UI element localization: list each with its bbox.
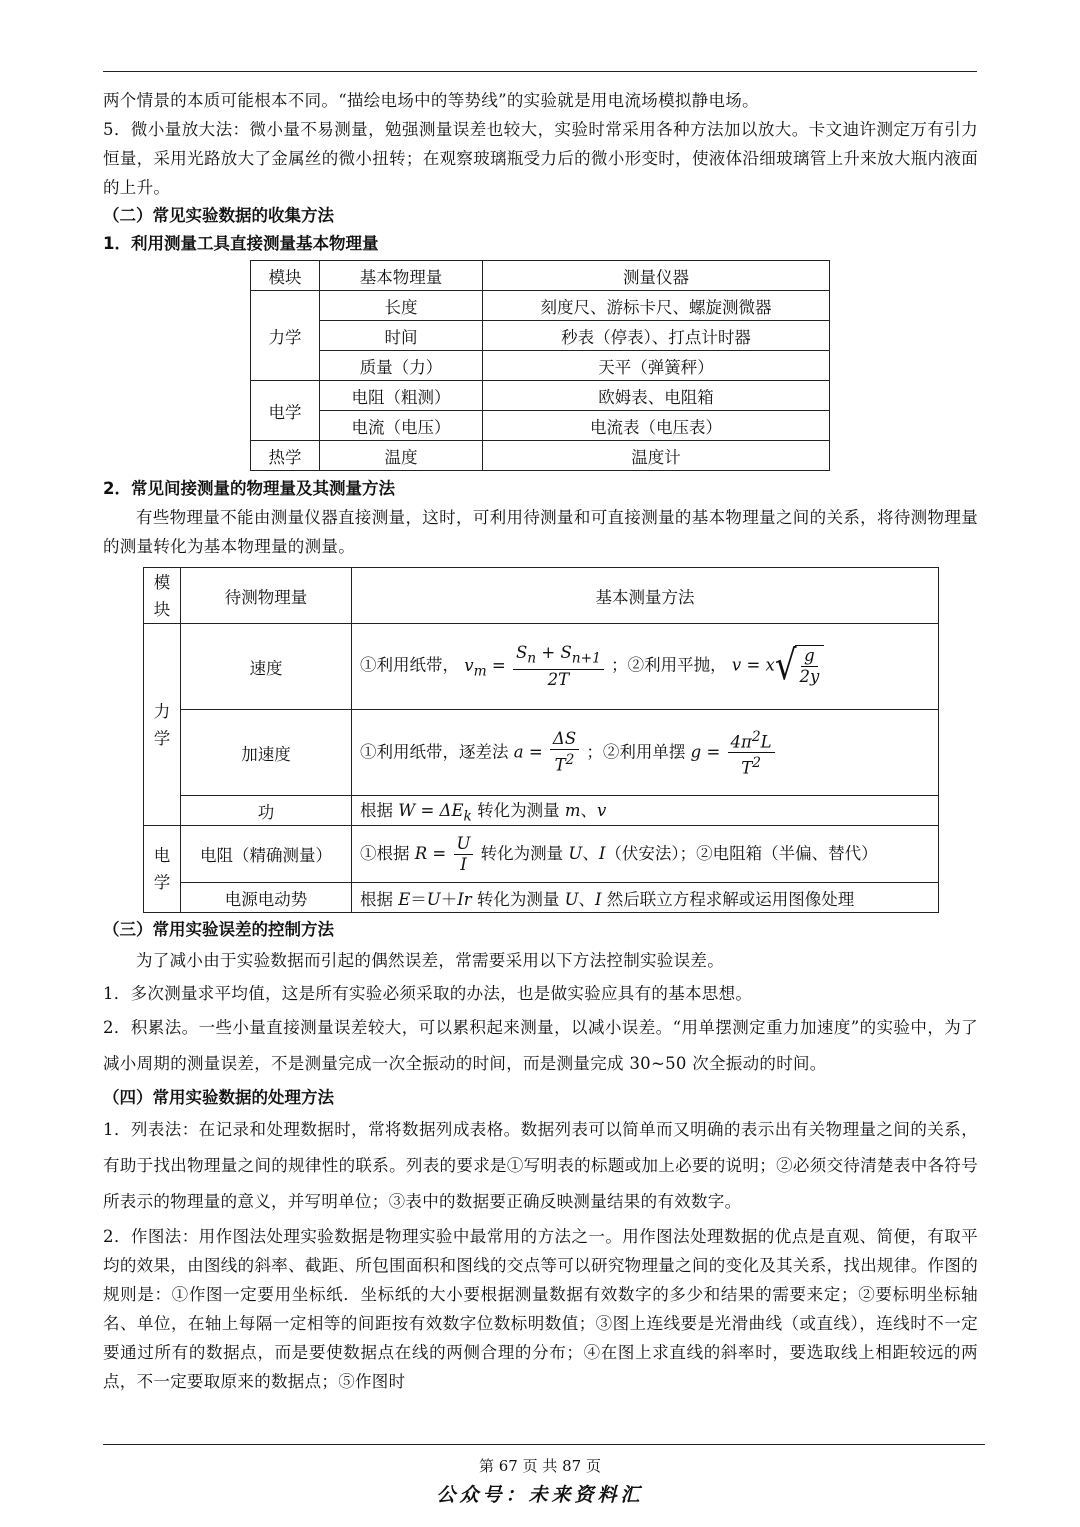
formula-work: $W = \Delta E_k$ (398, 800, 472, 825)
table-cell: 时间 (320, 321, 483, 351)
module-text: 学 (153, 873, 171, 892)
section-heading: （三）常用实验误差的控制方法 (103, 920, 334, 939)
module-cell: 热学 (251, 441, 320, 471)
paragraph: 1．多次测量求平均值，这是所有实验必须采取的办法，也是做实验应具有的基本思想。 (103, 984, 753, 1003)
fraction: $\frac{4\pi^2L}{T^2}$ (728, 727, 775, 779)
fraction: $\frac{U}{I}$ (454, 834, 474, 875)
header-text: 块 (153, 599, 171, 619)
table-cell: 电阻（粗测） (320, 381, 483, 411)
table-header-row (251, 261, 830, 291)
header-rule (103, 71, 977, 72)
table-cell: 温度 (320, 441, 483, 471)
indirect-measurement-table (143, 567, 939, 913)
method-text: ①根据 (360, 843, 410, 863)
watermark: 公众号：未来资料汇 (436, 1484, 644, 1506)
paragraph: 为了减小由于实验数据而引起的偶然误差，常需要采用以下方法控制实验误差。 (136, 951, 724, 970)
direct-measurement-table (250, 260, 830, 471)
fraction: $\frac{\Delta S}{T^2}$ (550, 729, 579, 776)
method-text: 根据 (360, 889, 393, 909)
method-text: 转化为测量 (480, 843, 564, 863)
method-text: ①利用纸带， (360, 655, 459, 675)
formula-vm: $v_m$ = (464, 655, 506, 680)
module-cell: 电学 (251, 381, 320, 441)
method-cell: ①根据 R = $\frac{U}{I}$ 转化为测量 U、I（伏安法）；②电阻箱（半偏、替代） (352, 826, 939, 883)
table-row (144, 796, 939, 826)
module-cell (144, 826, 181, 913)
formula-g: g = (690, 742, 721, 761)
paragraph: 2．作图法：用作图法处理实验数据是物理实验中最常用的方法之一。用作图法处理数据的优点是直观、简便，有取平均的效果，由图线的斜率、截距、所包围面积和图线的交点等可以研究物理量之间的变化及其关系，找出规律。作图的规则是：①作图一定要用坐标纸．坐标纸的大小要根据测量数据有效数字的多少和结果的需要来定；②要标明坐标轴名、单位，在轴上每隔一定相等的间距按有效数字位数标明数值；③图上连线要是光滑曲线（或直线），连线时不一定要通过所有的数据点，而是要使数据点在线的两侧合理的分布；④在图上求直线的斜率时，要选取线上相距较远的两点，不一定要取原来的数据点；⑤作图时 (103, 1227, 978, 1391)
table-header-cell (144, 568, 181, 624)
subsection-heading: 1．利用测量工具直接测量基本物理量 (103, 234, 379, 253)
table-cell: 电源电动势 (181, 883, 352, 913)
section-heading: （四）常用实验数据的处理方法 (103, 1088, 334, 1107)
method-text: ；②利用平抛， (611, 655, 727, 675)
table-cell: 电流（电压） (320, 411, 483, 441)
paragraph: 5．微小量放大法：微小量不易测量，勉强测量误差也较大，实验时常采用各种方法加以放大。卡文迪许测定万有引力恒量，采用光路放大了金属丝的微小扭转；在观察玻璃瓶受力后的微小形变时，使液体沿细玻璃管上升来放大瓶内液面的上升。 (103, 120, 978, 197)
header-text: 模 (153, 572, 171, 592)
table-row (251, 381, 830, 411)
method-text: （伏安法）；②电阻箱（半偏、替代） (605, 843, 878, 863)
table-cell: 电阻（精确测量） (181, 826, 352, 883)
table-row (251, 411, 830, 441)
table-cell: 长度 (320, 291, 483, 321)
fraction: $\frac{S_n + S_{n+1}}{2T}$ (513, 643, 604, 689)
module-text: 力 (153, 701, 171, 721)
formula-r: R = (414, 843, 447, 863)
table-cell: 速度 (181, 624, 352, 710)
table-header-cell: 基本物理量 (320, 261, 483, 291)
table-row (144, 710, 939, 796)
table-cell: 天平（弹簧秤） (483, 351, 830, 381)
method-cell: 根据 $W = \Delta E_k$ 转化为测量 m、v (352, 796, 939, 826)
page-number: 第 67 页 共 87 页 (478, 1457, 601, 1475)
table-cell: 质量（力） (320, 351, 483, 381)
formula-emf: E (398, 889, 411, 909)
table-row (144, 826, 939, 883)
method-cell (352, 710, 939, 796)
formula-a: a = (513, 742, 543, 761)
sqrt: √ $\frac{g}{2y}$ (775, 645, 825, 687)
table-row (144, 624, 939, 710)
subsection-heading: 2．常见间接测量的物理量及其测量方法 (103, 479, 395, 498)
table-row (251, 321, 830, 351)
module-cell (144, 624, 181, 826)
table-row (144, 883, 939, 913)
table-row (251, 291, 830, 321)
table-header-row (144, 568, 939, 624)
method-text: 根据 (360, 800, 393, 820)
table-cell: 欧姆表、电阻箱 (483, 381, 830, 411)
method-text: 转化为测量 (477, 800, 560, 820)
method-text: ；②利用单摆 (586, 742, 686, 761)
method-cell: 根据 E＝U＋Ir 转化为测量 U、I 然后联立方程求解或运用图像处理 (352, 883, 939, 913)
section-heading: （二）常见实验数据的收集方法 (103, 206, 334, 225)
paragraph: 1．列表法：在记录和处理数据时，常将数据列成表格。数据列表可以简单而又明确的表示出有关物理量之间的关系，有助于找出物理量之间的规律性的联系。列表的要求是①写明表的标题或加上必要的说明；②必须交待清楚表中各符号所表示的物理量的意义，并写明单位；③表中的数据要正确反映测量结果的有效数字。 (103, 1120, 978, 1211)
paragraph: 两个情景的本质可能根本不同。“描绘电场中的等势线”的实验就是用电流场模拟静电场。 (103, 91, 759, 110)
table-cell: 电流表（电压表） (483, 411, 830, 441)
table-cell: 温度计 (483, 441, 830, 471)
table-header-cell: 测量仪器 (483, 261, 830, 291)
table-cell: 功 (181, 796, 352, 826)
module-text: 电 (153, 846, 171, 865)
method-cell (352, 624, 939, 710)
paragraph: 有些物理量不能由测量仪器直接测量，这时，可利用待测量和可直接测量的基本物理量之间的关系，将待测物理量的测量转化为基本物理量的测量。 (103, 508, 978, 556)
paragraph: 2．积累法。一些小量直接测量误差较大，可以累积起来测量，以减小误差。“用单摆测定重力加速度”的实验中，为了减小周期的测量误差，不是测量完成一次全振动的时间，而是测量完成 30~50 次全振动的时间。 (103, 1018, 978, 1073)
method-text: 转化为测量 (476, 889, 560, 909)
footer-rule (103, 1444, 985, 1445)
formula-v: v = x (731, 655, 775, 675)
module-cell: 力学 (251, 291, 320, 381)
table-row (251, 441, 830, 471)
method-text: 然后联立方程求解或运用图像处理 (606, 889, 855, 909)
table-row (251, 351, 830, 381)
table-cell: 刻度尺、游标卡尺、螺旋测微器 (483, 291, 830, 321)
table-header-cell: 基本测量方法 (352, 568, 939, 624)
table-header-cell: 模块 (251, 261, 320, 291)
table-cell: 秒表（停表）、打点计时器 (483, 321, 830, 351)
document-body (103, 86, 978, 1396)
table-cell: 加速度 (181, 710, 352, 796)
method-text: ①利用纸带，逐差法 (360, 742, 509, 761)
module-text: 学 (153, 728, 171, 748)
formula-mv: m (564, 800, 581, 820)
table-header-cell: 待测物理量 (181, 568, 352, 624)
